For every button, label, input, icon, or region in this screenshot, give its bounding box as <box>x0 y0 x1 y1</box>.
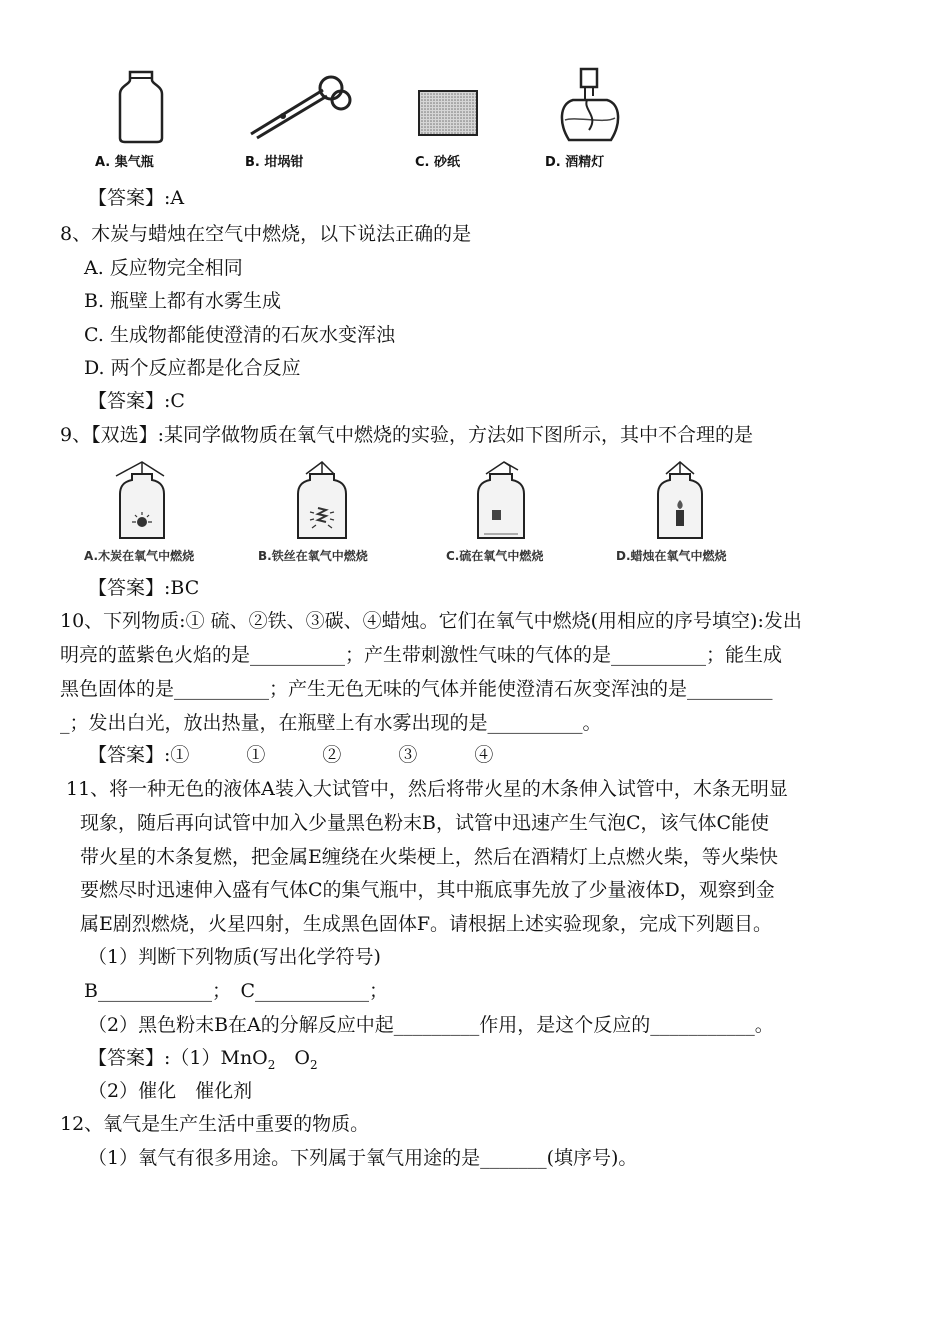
q9-label-c: C.硫在氧气中燃烧 <box>446 549 544 563</box>
q10-line-1: 10、下列物质:① 硫、②铁、③碳、④蜡烛。它们在氧气中燃烧(用相应的序号填空):发出 <box>60 610 802 632</box>
q11-answer-mid: O <box>275 1047 310 1069</box>
iron-wire-jar-figure <box>292 458 352 544</box>
q8-stem: 8、木炭与蜡烛在空气中燃烧，以下说法正确的是 <box>60 223 472 245</box>
q10-line-4: _；发出白光，放出热量，在瓶壁上有水雾出现的是__________。 <box>60 712 602 734</box>
sandpaper-figure <box>418 90 478 136</box>
q7-label-a: A. 集气瓶 <box>95 155 154 170</box>
q9-label-d: D.蜡烛在氧气中燃烧 <box>616 549 727 563</box>
q9-answer: 【答案】:BC <box>88 577 200 599</box>
q10-answer: 【答案】:① ① ② ③ ④ <box>88 744 494 766</box>
charcoal-jar-figure <box>112 458 172 544</box>
q11-sub2: （2）黑色粉末B在A的分解反应中起_________作用，是这个反应的___________。 <box>88 1014 774 1036</box>
q12-stem: 12、氧气是生产生活中重要的物质。 <box>60 1113 370 1135</box>
q8-option-c: C. 生成物都能使澄清的石灰水变浑浊 <box>84 324 395 346</box>
crucible-tongs-figure <box>245 72 355 142</box>
q7-label-b: B. 坩埚钳 <box>245 155 304 170</box>
sulfur-jar-figure <box>470 458 530 544</box>
q11-line-2: 现象，随后再向试管中加入少量黑色粉末B，试管中迅速产生气泡C，该气体C能使 <box>80 812 770 834</box>
q11-answer <box>88 1046 318 1077</box>
q10-line-2: 明亮的蓝紫色火焰的是__________；产生带刺激性气味的气体的是__________；能生成 <box>60 644 783 666</box>
q11-answer-subscript-2: 2 <box>309 1057 318 1072</box>
q11-answer-prefix: 【答案】:（1）MnO <box>88 1047 268 1069</box>
candle-jar-figure <box>650 458 710 544</box>
q7-label-d: D. 酒精灯 <box>545 155 605 170</box>
q7-label-c: C. 砂纸 <box>415 155 461 170</box>
q8-option-d: D. 两个反应都是化合反应 <box>84 357 301 379</box>
q9-stem: 9、【双选】:某同学做物质在氧气中燃烧的实验，方法如下图所示，其中不合理的是 <box>60 424 753 446</box>
q11-blanks: B____________； C____________； <box>84 980 389 1002</box>
gas-jar-figure <box>112 70 172 145</box>
q9-label-b: B.铁丝在氧气中燃烧 <box>258 549 368 563</box>
q9-label-a: A.木炭在氧气中燃烧 <box>84 549 195 563</box>
q7-answer: 【答案】:A <box>88 187 185 209</box>
q11-line-1: 11、将一种无色的液体A装入大试管中，然后将带火星的木条伸入试管中，木条无明显 <box>66 778 788 800</box>
q8-option-a: A. 反应物完全相同 <box>84 257 243 279</box>
q11-line-5: 属E剧烈燃烧，火星四射，生成黑色固体F。请根据上述实验现象，完成下列题目。 <box>80 913 773 935</box>
q10-line-3: 黑色固体的是__________；产生无色无味的气体并能使澄清石灰变浑浊的是_________ <box>60 678 773 700</box>
q11-answer2: （2）催化 催化剂 <box>88 1080 253 1102</box>
q11-sub1: （1）判断下列物质(写出化学符号) <box>88 946 381 968</box>
q8-option-b: B. 瓶壁上都有水雾生成 <box>84 290 282 312</box>
q12-sub1: （1）氧气有很多用途。下列属于氧气用途的是_______(填序号)。 <box>88 1147 638 1169</box>
q11-line-4: 要燃尽时迅速伸入盛有气体C的集气瓶中，其中瓶底事先放了少量液体D，观察到金 <box>80 879 775 901</box>
q11-answer-subscript-1: 2 <box>267 1057 276 1072</box>
q8-answer: 【答案】:C <box>88 390 185 412</box>
q11-line-3: 带火星的木条复燃，把金属E缠绕在火柴梗上，然后在酒精灯上点燃火柴，等火柴快 <box>80 846 778 868</box>
alcohol-lamp-figure <box>555 66 625 146</box>
